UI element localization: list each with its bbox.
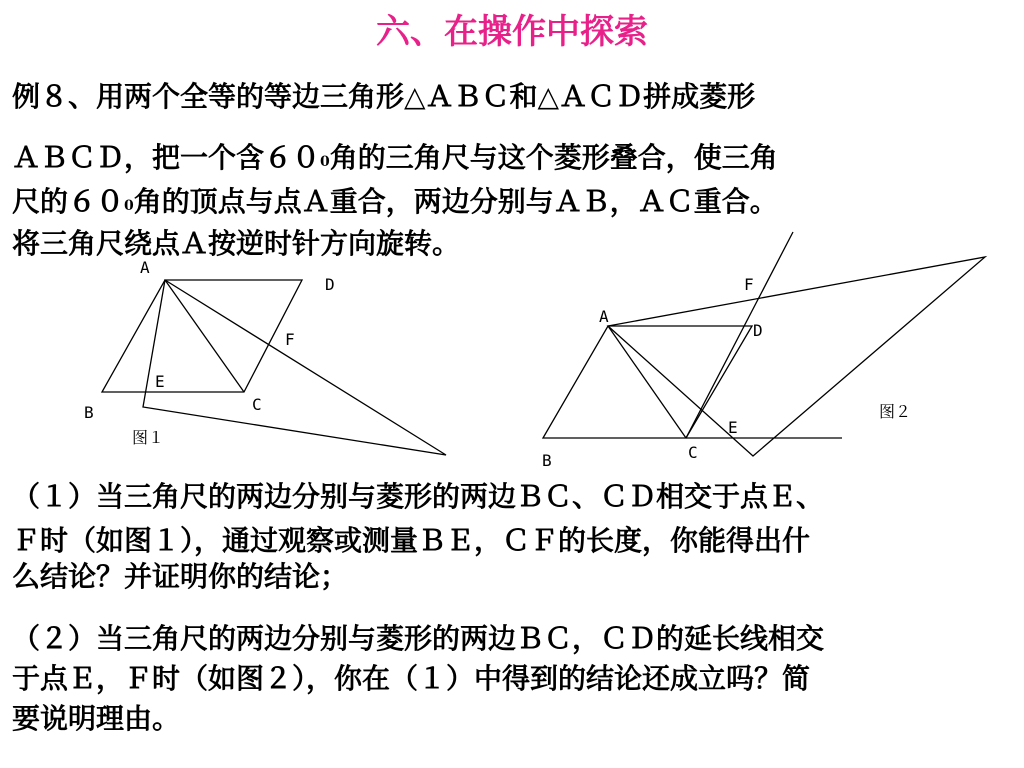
question-1-line-2: Ｆ时（如图１），通过观察或测量ＢＥ，ＣＦ的长度，你能得出什: [12, 524, 811, 557]
question-2-line-2: 于点Ｅ，Ｆ时（如图２），你在（１）中得到的结论还成立吗？简: [12, 662, 811, 695]
fig1-label-d: D: [325, 275, 335, 294]
fig1-caption: 图１: [132, 428, 165, 447]
fig2-label-e: E: [728, 418, 738, 437]
example-line-2b: 角的三角尺与这个菱形叠合，使三角: [329, 141, 778, 174]
fig2-set-square: [608, 257, 985, 456]
fig2-label-a: A: [599, 307, 609, 326]
question-1-line-1: （１）当三角尺的两边分别与菱形的两边ＢＣ、ＣＤ相交于点Ｅ、: [12, 480, 825, 513]
degree-superscript-2: 0: [124, 198, 134, 214]
fig2-label-f: F: [744, 275, 754, 294]
fig1-label-b: B: [84, 403, 94, 422]
example-line-4: 将三角尺绕点Ａ按逆时针方向旋转。: [12, 227, 461, 260]
question-2-line-3: 要说明理由。: [12, 702, 181, 735]
example-line-1: 例８、用两个全等的等边三角形△ＡＢＣ和△ＡＣＤ拼成菱形: [12, 80, 756, 113]
fig1-label-e: E: [155, 372, 165, 391]
figure-2: [543, 232, 985, 456]
fig2-label-d: D: [753, 321, 763, 340]
fig2-extended-cd: [686, 232, 793, 438]
question-2-line-1: （２）当三角尺的两边分别与菱形的两边ＢＣ，ＣＤ的延长线相交: [12, 622, 825, 655]
fig2-label-c: C: [688, 443, 698, 462]
fig1-label-a: A: [140, 258, 150, 277]
example-line-3a: 尺的６０: [12, 185, 125, 218]
fig2-label-b: B: [542, 451, 552, 470]
question-1-line-3: 么结论？并证明你的结论；: [12, 560, 349, 593]
fig1-label-c: C: [252, 395, 262, 414]
degree-superscript-1: 0: [320, 154, 330, 170]
fig2-diagonal-ac: [608, 326, 686, 438]
example-line-3b: 角的顶点与点Ａ重合，两边分别与ＡＢ，ＡＣ重合。: [133, 185, 778, 218]
fig1-set-square: [143, 280, 446, 455]
example-line-2a: ＡＢＣＤ，把一个含６０: [12, 141, 321, 174]
page-title: 六、在操作中探索: [376, 12, 648, 52]
fig1-rhombus: [102, 280, 302, 392]
fig1-label-f: F: [285, 330, 295, 349]
fig2-caption: 图２: [879, 402, 912, 421]
fig1-diagonal-ac: [165, 280, 244, 392]
